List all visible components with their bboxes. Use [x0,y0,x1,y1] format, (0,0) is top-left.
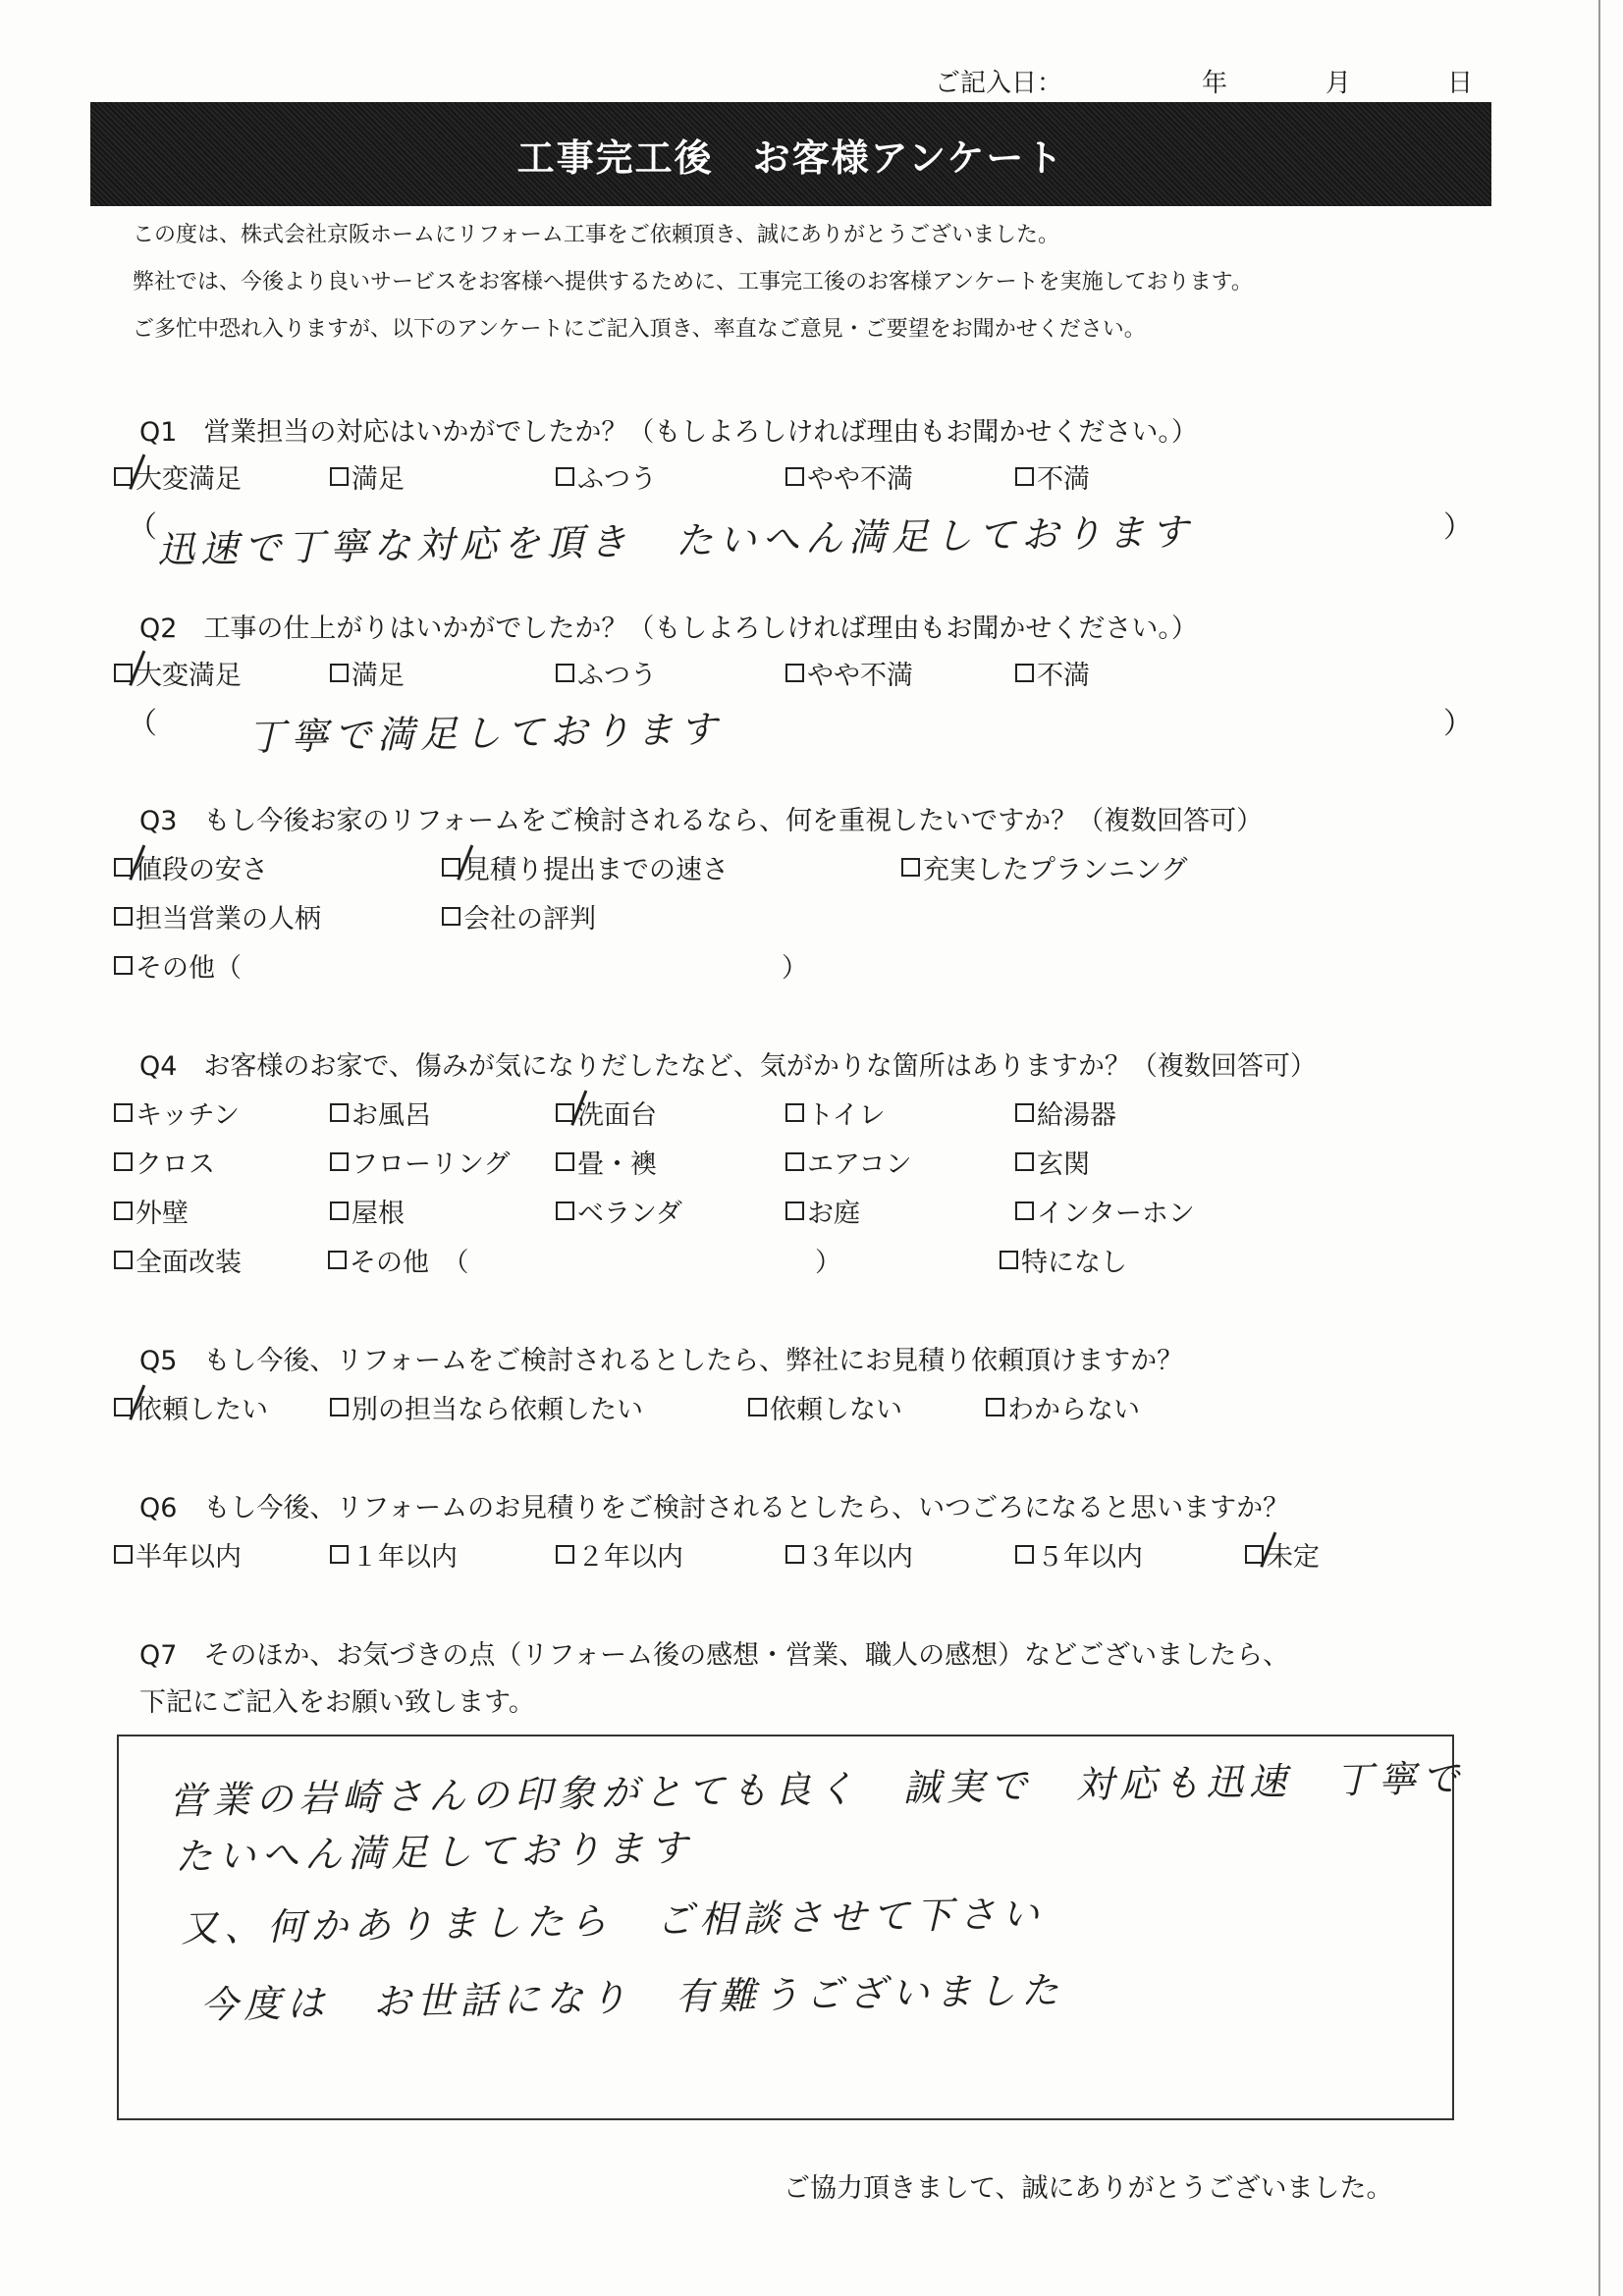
q1-reason-open-paren: （ [128,510,157,545]
checkbox[interactable] [785,664,804,682]
q1-option-dissatisfied[interactable]: 不満 [1015,457,1090,496]
q4-option-full-renovation[interactable]: 全面改装 [114,1241,242,1279]
q3-option-sales-personality[interactable]: 担当営業の人柄 [114,897,321,935]
checkbox[interactable] [330,1201,349,1220]
checkbox[interactable] [556,1545,574,1564]
intro-line: 弊社では、今後より良いサービスをお客様へ提供するために、工事完工後のお客様アンケートを実施しております。 [133,270,1253,294]
q4-option-flooring[interactable]: フローリング [330,1143,510,1181]
closing-thanks: ご協力頂きまして、誠にありがとうございました。 [784,2173,1393,2204]
checkbox[interactable] [114,858,133,877]
checkbox[interactable] [556,1103,574,1122]
q3-other-close-paren: ） [782,953,808,984]
checkbox[interactable] [1015,1201,1034,1220]
checkbox[interactable] [114,907,133,926]
q4-option-entrance[interactable]: 玄関 [1015,1143,1090,1181]
intro-line: この度は、株式会社京阪ホームにリフォーム工事をご依頼頂き、誠にありがとうございました。 [133,223,1060,247]
q5-option-unknown[interactable]: わからない [986,1388,1140,1426]
q4-option-kitchen[interactable]: キッチン [114,1094,240,1132]
q4-option-none[interactable]: 特になし [1000,1241,1127,1279]
q4-question: Q4 お客様のお家で、傷みが気になりだしたなど、気がかりな箇所はありますか？（複数回答可） [139,1051,1317,1082]
checkbox[interactable] [330,1545,349,1564]
checkbox[interactable] [556,467,574,486]
checkbox[interactable] [901,858,920,877]
checkbox[interactable] [1000,1251,1018,1269]
checkbox[interactable] [330,664,349,682]
q7-comment-line: 営業の岩崎さんの印象がとても良く 誠実で 対応も迅速 丁寧で [168,1756,1466,1823]
q2-reason-open-paren: （ [128,707,157,741]
month-label: 月 [1325,69,1352,98]
q1-option-very-satisfied[interactable]: 大変満足 [114,457,242,496]
q4-option-aircon[interactable]: エアコン [785,1143,912,1181]
q1-option-neutral[interactable]: ふつう [556,457,657,496]
q6-option-1-year[interactable]: １年以内 [330,1535,458,1574]
q6-option-half-year[interactable]: 半年以内 [114,1535,242,1574]
checkbox[interactable] [785,1201,804,1220]
checkbox[interactable] [114,1152,133,1171]
q7-comment-line: たいへん満足しております [174,1826,694,1879]
checkbox[interactable] [442,907,460,926]
q5-option-other-staff[interactable]: 別の担当なら依頼したい [330,1388,643,1426]
q3-option-reputation[interactable]: 会社の評判 [442,897,596,935]
q4-option-wallpaper[interactable]: クロス [114,1143,215,1181]
q3-option-estimate-speed[interactable]: 見積り提出までの速さ [442,848,729,886]
checkbox[interactable] [114,1398,133,1416]
intro-line: ご多忙中恐れ入りますが、以下のアンケートにご記入頂き、率直なご意見・ご要望をお聞かせください。 [133,317,1146,342]
checkbox[interactable] [330,467,349,486]
q2-option-somewhat-dissatisfied[interactable]: やや不満 [785,654,913,692]
q6-option-5-years[interactable]: ５年以内 [1015,1535,1143,1574]
q3-option-other[interactable]: その他（ [114,946,242,985]
q5-option-no-request[interactable]: 依頼しない [748,1388,902,1426]
checkbox[interactable] [330,1103,349,1122]
checkbox[interactable] [785,1545,804,1564]
q4-option-water-heater[interactable]: 給湯器 [1015,1094,1116,1132]
checkbox[interactable] [442,858,460,877]
q7-question: Q7 そのほか、お気づきの点（リフォーム後の感想・営業、職人の感想）などございましたら、 [139,1640,1290,1671]
q4-other-close-paren: ） [815,1248,841,1278]
checkbox[interactable] [1015,1103,1034,1122]
q2-option-dissatisfied[interactable]: 不満 [1015,654,1090,692]
checkbox[interactable] [114,956,133,975]
checkbox[interactable] [1015,664,1034,682]
checkbox[interactable] [556,664,574,682]
q5-question: Q5 もし今後、リフォームをご検討されるとしたら、弊社にお見積り依頼頂けますか？ [139,1346,1184,1376]
checkbox[interactable] [330,1398,349,1416]
checkbox[interactable] [114,1201,133,1220]
q2-question: Q2 工事の仕上がりはいかがでしたか？（もしよろしければ理由もお聞かせください。） [139,614,1198,644]
q2-option-satisfied[interactable]: 満足 [330,654,405,692]
checkbox[interactable] [114,467,133,486]
q2-reason-handwriting: 丁寧で満足しております [246,707,724,760]
q6-question: Q6 もし今後、リフォームのお見積りをご検討されるとしたら、いつごろになると思いますか？ [139,1493,1290,1523]
q4-option-veranda[interactable]: ベランダ [556,1192,682,1230]
checkbox[interactable] [748,1398,767,1416]
q4-option-toilet[interactable]: トイレ [785,1094,886,1132]
q2-reason-close-paren: ） [1443,707,1473,741]
q3-option-price[interactable]: 値段の安さ [114,848,268,886]
q4-option-tatami[interactable]: 畳・襖 [556,1143,657,1181]
scan-edge-line [1598,0,1600,2296]
q4-option-washbasin[interactable]: 洗面台 [556,1094,657,1132]
checkbox[interactable] [986,1398,1004,1416]
checkbox[interactable] [1015,1152,1034,1171]
q6-option-3-years[interactable]: ３年以内 [785,1535,913,1574]
year-label: 年 [1202,69,1228,98]
checkbox[interactable] [330,1152,349,1171]
checkbox[interactable] [114,1545,133,1564]
checkbox[interactable] [114,664,133,682]
checkbox[interactable] [556,1201,574,1220]
entry-date-label: ご記入日： [935,69,1063,98]
q3-question: Q3 もし今後お家のリフォームをご検討されるなら、何を重視したいですか？（複数回答可） [139,806,1264,836]
q6-option-undecided[interactable]: 未定 [1245,1535,1320,1574]
q1-reason-close-paren: ） [1443,510,1473,545]
q4-option-bath[interactable]: お風呂 [330,1094,431,1132]
q2-option-neutral[interactable]: ふつう [556,654,657,692]
survey-title: 工事完工後 お客様アンケート [90,102,1491,206]
q7-comment-line: 今度は お世話になり 有難うございました [199,1968,1065,2027]
q7-comment-line: 又、何かありましたら ご相談させて下さい [180,1892,1046,1950]
q1-option-somewhat-dissatisfied[interactable]: やや不満 [785,457,913,496]
q1-question: Q1 営業担当の対応はいかがでしたか？（もしよろしければ理由もお聞かせください。） [139,417,1198,448]
checkbox[interactable] [785,1103,804,1122]
q6-option-2-years[interactable]: ２年以内 [556,1535,683,1574]
checkbox[interactable] [785,467,804,486]
q1-reason-handwriting: 迅速で丁寧な対応を頂き たいへん満足しております [156,509,1195,572]
day-label: 日 [1447,69,1474,98]
checkbox[interactable] [1015,1545,1034,1564]
checkbox[interactable] [785,1152,804,1171]
q4-option-garden[interactable]: お庭 [785,1192,860,1230]
checkbox[interactable] [328,1251,347,1269]
q4-option-exterior-wall[interactable]: 外壁 [114,1192,189,1230]
q7-question-continued: 下記にご記入をお願い致します。 [139,1687,535,1718]
q4-option-intercom[interactable]: インターホン [1015,1192,1195,1230]
q1-option-satisfied[interactable]: 満足 [330,457,405,496]
q3-option-planning[interactable]: 充実したプランニング [901,848,1187,886]
q4-option-roof[interactable]: 屋根 [330,1192,405,1230]
q4-option-other[interactable]: その他 （ [328,1241,469,1279]
checkbox[interactable] [1245,1545,1264,1564]
checkbox[interactable] [114,1103,133,1122]
checkbox[interactable] [556,1152,574,1171]
q5-option-want-request[interactable]: 依頼したい [114,1388,268,1426]
checkbox[interactable] [114,1251,133,1269]
checkbox[interactable] [1015,467,1034,486]
q2-option-very-satisfied[interactable]: 大変満足 [114,654,242,692]
